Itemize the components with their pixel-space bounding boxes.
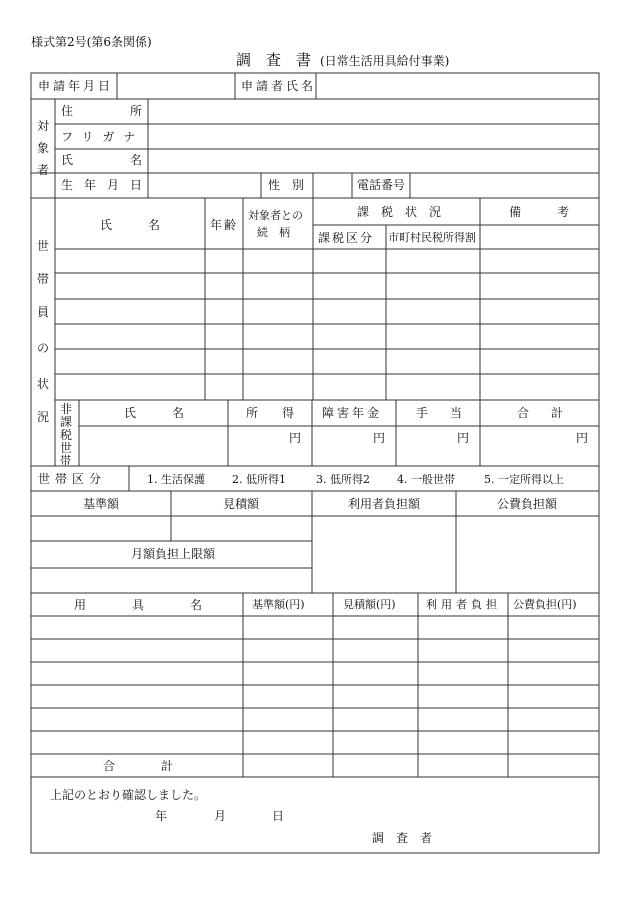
household-label-1: 世 [37,239,50,253]
application-date-label: 申請年月日 [38,79,114,93]
pension-header: 障害年金 [322,406,383,420]
total-yen: 円 [576,431,589,445]
examiner-label: 調 査 者 [372,831,433,845]
birth-label-4: 日 [130,178,143,192]
form-title: 調 査 書 [236,51,312,69]
tax-status-header: 課 税 状 況 [357,205,442,219]
relation-header-1: 対象者との [248,209,303,222]
furigana-label: フリガナ [61,130,145,144]
remarks-header-1: 備 [509,205,522,219]
subject-label-1: 対 [37,119,50,133]
estimate-amount-label: 見積額 [223,497,260,511]
member-name-header-1: 氏 [100,218,113,232]
income-header-2: 得 [282,406,295,420]
allowance-header-2: 当 [450,406,463,420]
total-header-1: 合 [517,406,530,420]
age-header: 年齢 [210,218,239,232]
nontaxable-label-3: 税 [60,428,73,442]
subject-name-label-1: 氏 [61,153,74,167]
sex-label-1: 性 [268,178,281,192]
birth-label-3: 月 [107,178,120,192]
monthly-cap-label: 月額負担上限額 [131,547,216,561]
relation-header-2: 続 柄 [257,226,290,239]
class-option-3: 3. 低所得2 [316,473,370,486]
birth-label-1: 生 [61,178,74,192]
member-name-header-2: 名 [148,218,161,232]
address-label-1: 住 [61,104,74,118]
item-name-header-1: 用 [74,598,87,612]
address-label-2: 所 [130,104,143,118]
base-amount-label: 基準額 [83,497,120,511]
class-option-4: 4. 一般世帯 [397,473,455,486]
form-subtitle: (日常生活用具給付事業) [320,54,450,68]
nontaxable-label-2: 課 [60,415,73,429]
sex-label-2: 別 [292,178,305,192]
user-burden-label: 利用者負担額 [348,497,421,511]
item-user-header: 利用者負担 [426,598,501,611]
allowance-header-1: 手 [416,406,429,420]
subject-label-2: 象 [37,141,50,155]
public-burden-label: 公費負担額 [497,497,558,511]
confirm-day: 日 [272,809,285,823]
household-label-6: 況 [37,410,50,424]
nt-name-header-1: 氏 [124,406,137,420]
household-label-5: 状 [37,377,50,391]
applicant-name-label: 申請者氏名 [241,79,317,93]
item-public-header: 公費負担(円) [513,598,577,611]
subject-label-3: 者 [37,163,50,177]
items-total-label-2: 計 [161,759,174,773]
class-option-1: 1. 生活保護 [147,473,205,486]
income-yen: 円 [289,431,302,445]
birth-label-2: 年 [84,178,97,192]
household-label-3: 員 [37,305,50,319]
classification-label: 世帯区分 [38,472,107,486]
confirm-year: 年 [155,809,168,823]
item-name-header-2: 具 [132,598,145,612]
nontaxable-label-5: 帯 [60,454,71,467]
nontaxable-label-1: 非 [60,402,73,416]
item-base-header: 基準額(円) [252,598,305,611]
class-option-5: 5. 一定所得以上 [484,473,564,486]
household-label-4: の [37,341,50,355]
tax-class-header: 課税区分 [318,231,375,245]
item-name-header-3: 名 [190,598,203,612]
remarks-header-2: 考 [557,205,570,219]
municipal-tax-header: 市町村民税所得割 [388,231,476,244]
income-header-1: 所 [246,406,259,420]
phone-label: 電話番号 [357,178,406,192]
form-number: 様式第2号(第6条関係) [31,35,152,49]
confirm-month: 月 [214,809,227,823]
nontaxable-label-4: 世 [60,441,73,455]
confirm-statement: 上記のとおり確認しました。 [50,788,207,802]
household-label-2: 帯 [37,272,50,286]
item-estimate-header: 見積額(円) [343,598,396,611]
total-header-2: 計 [551,406,564,420]
subject-name-label-2: 名 [130,153,143,167]
allowance-yen: 円 [457,431,470,445]
items-total-label-1: 合 [103,759,116,773]
pension-yen: 円 [373,431,386,445]
nt-name-header-2: 名 [172,406,185,420]
class-option-2: 2. 低所得1 [232,473,286,486]
